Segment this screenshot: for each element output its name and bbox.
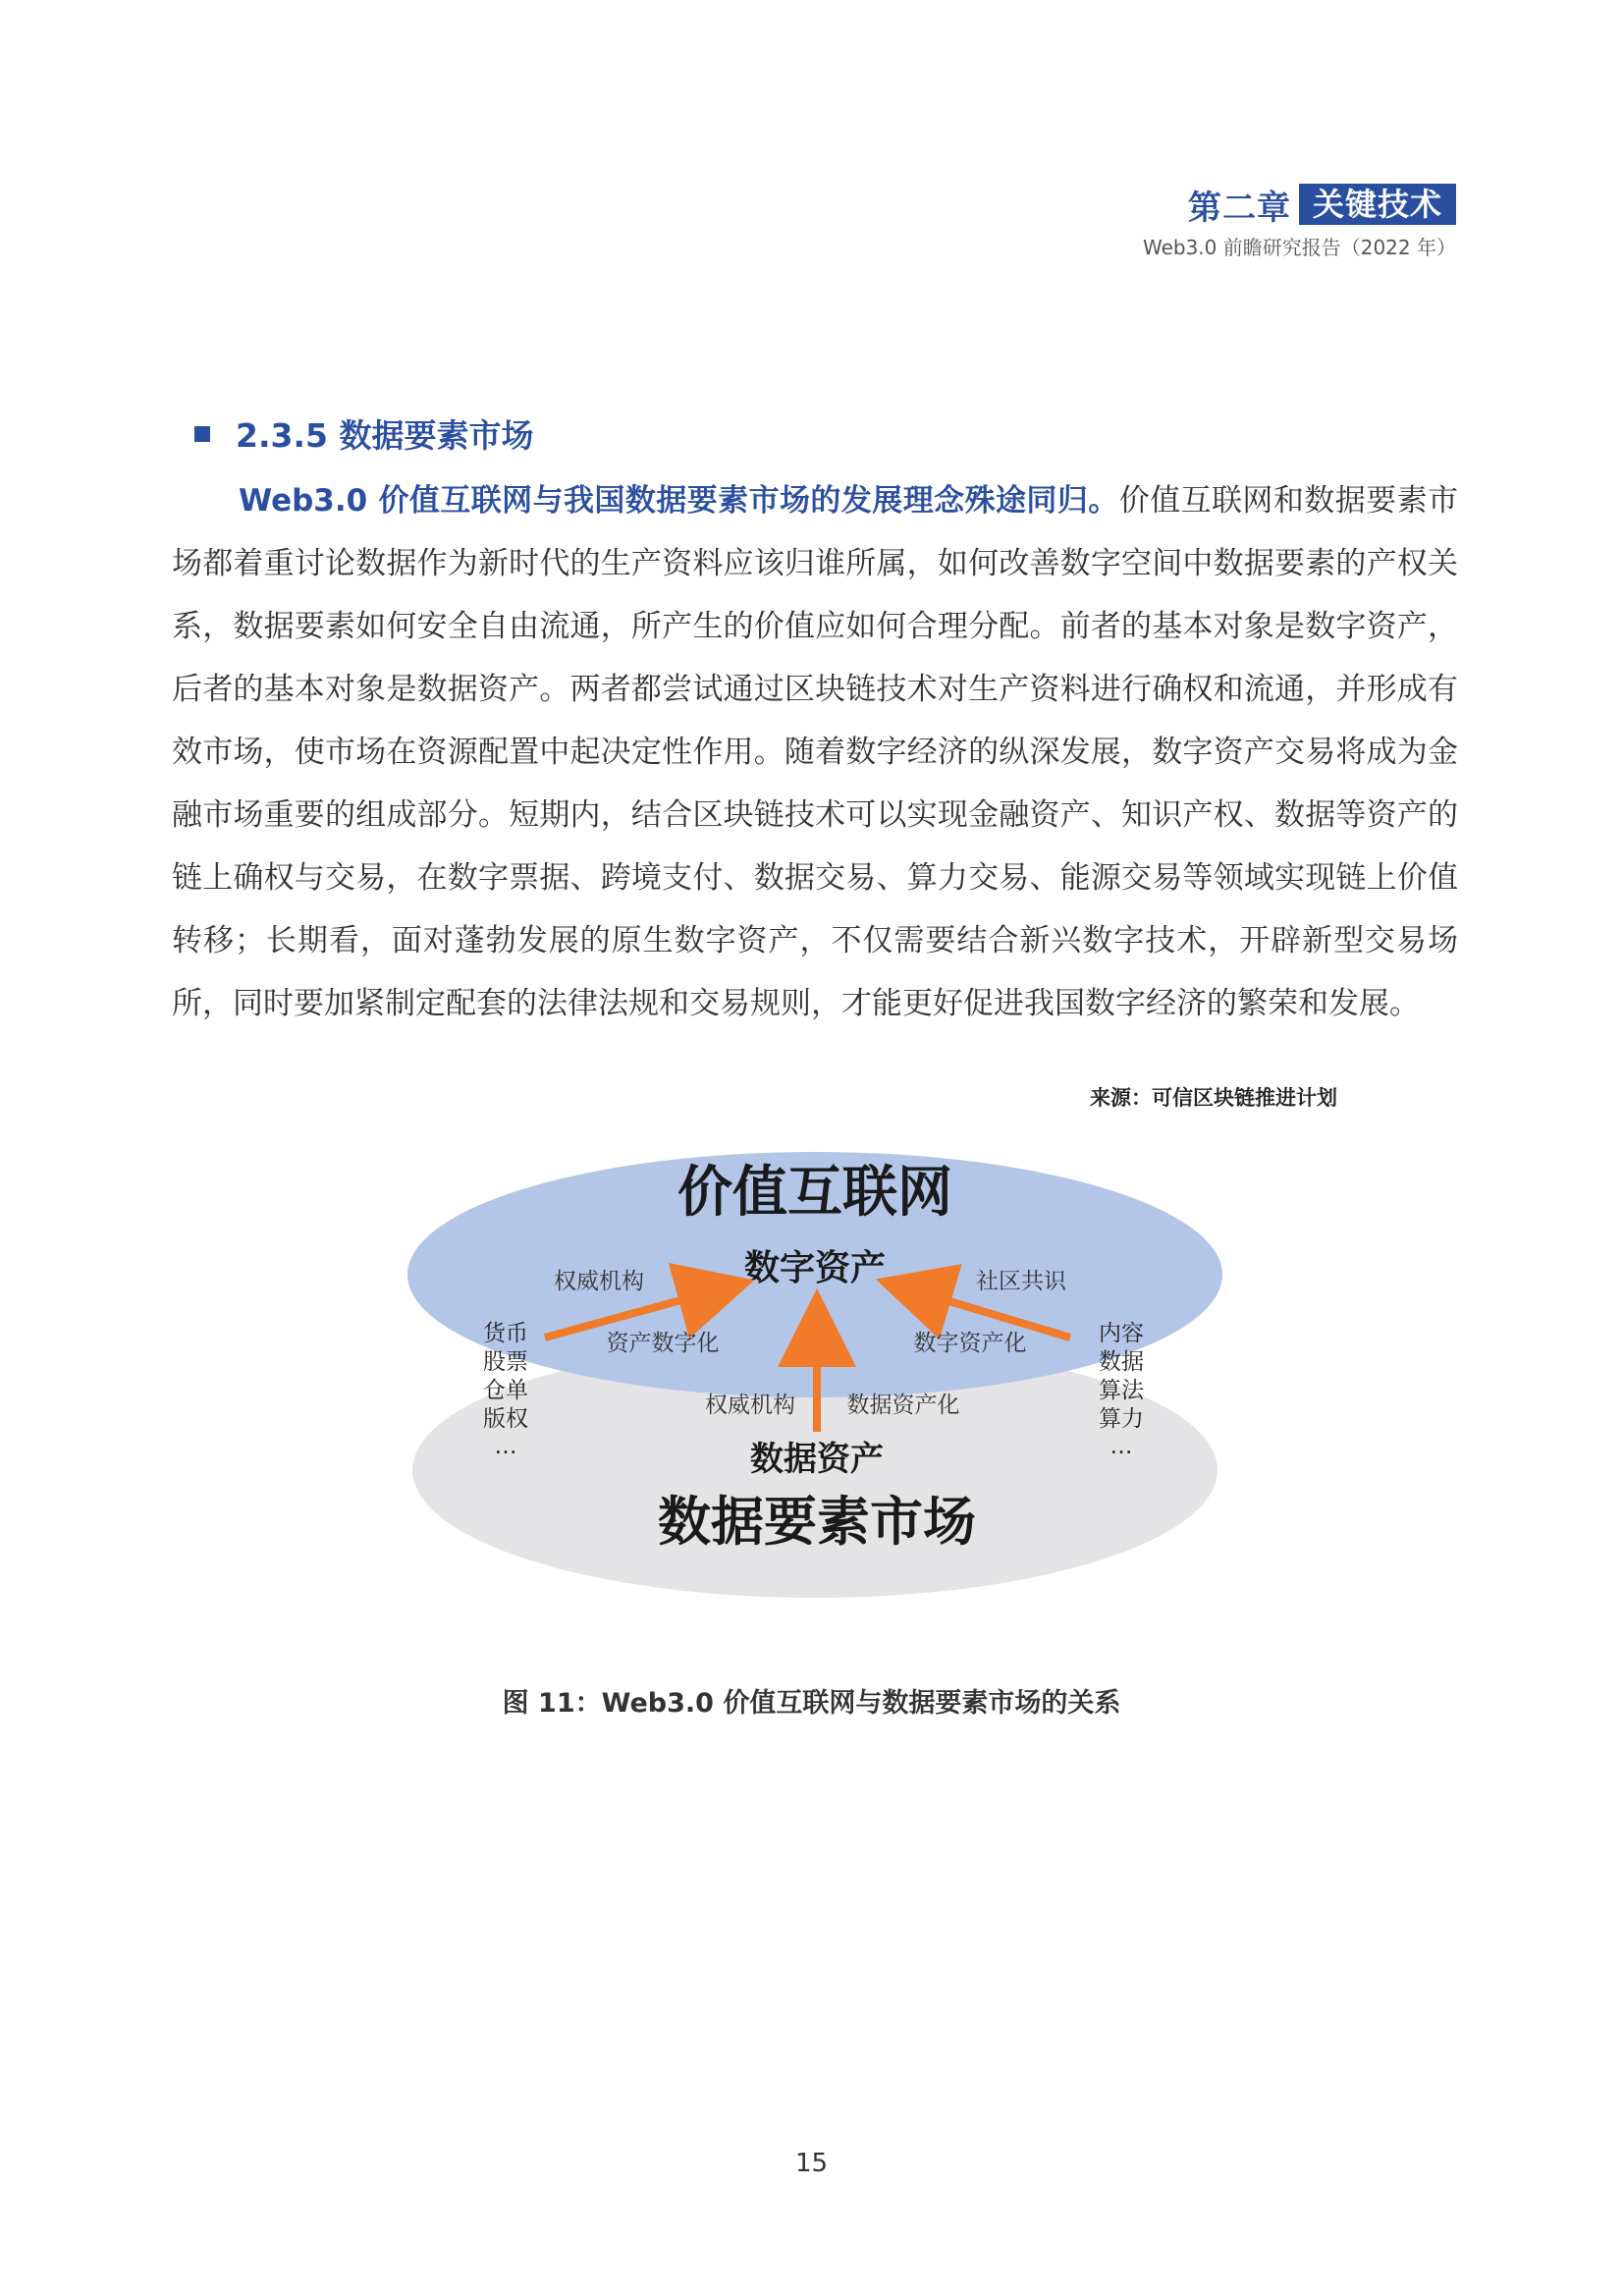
square-bullet-icon: [194, 426, 210, 442]
body-paragraph: [172, 469, 1458, 1035]
center-right-label: 数据资产化: [846, 1393, 960, 1418]
section-heading: [194, 410, 533, 457]
figure-diagram: [393, 1120, 1384, 1630]
left-list-item: 版权: [483, 1406, 528, 1432]
report-subtitle: Web3.0 前瞻研究报告（2022 年）: [1142, 236, 1456, 259]
left-list-item: 股票: [483, 1349, 528, 1375]
top-core-label: 数字资产: [743, 1248, 887, 1288]
left-list-item: …: [494, 1434, 517, 1459]
right-list-item: …: [1109, 1434, 1133, 1459]
left-list-item: 货币: [483, 1321, 528, 1346]
right-list-item: 内容: [1099, 1321, 1144, 1346]
left-lower-label: 资产数字化: [606, 1331, 720, 1356]
right-upper-label: 社区共识: [976, 1269, 1066, 1294]
section-title: 2.3.5 数据要素市场: [236, 416, 534, 455]
top-title: 价值互联网: [677, 1161, 952, 1225]
bottom-title: 数据要素市场: [658, 1491, 976, 1553]
right-list-item: 数据: [1099, 1349, 1144, 1375]
left-upper-label: 权威机构: [554, 1269, 644, 1294]
diagram-svg: [393, 1120, 1384, 1630]
page-header: [1122, 183, 1456, 260]
chapter-row: [1122, 183, 1456, 226]
bottom-core-label: 数据资产: [750, 1440, 884, 1479]
page-number: 15: [794, 2149, 829, 2178]
figure-source: 来源：可信区块链推进计划: [1090, 1086, 1337, 1110]
paragraph-lead: Web3.0 价值互联网与我国数据要素市场的发展理念殊途同归。: [239, 483, 1119, 519]
chapter-label: 第二章: [1187, 188, 1291, 228]
center-left-label: 权威机构: [705, 1393, 795, 1418]
right-list-item: 算法: [1099, 1378, 1144, 1403]
figure-caption: 图 11：Web3.0 价值互联网与数据要素市场的关系: [502, 1688, 1121, 1719]
right-lower-label: 数字资产化: [913, 1331, 1027, 1356]
left-list-item: 仓单: [483, 1378, 528, 1403]
right-list-item: 算力: [1099, 1406, 1144, 1432]
chapter-title: 关键技术: [1299, 184, 1456, 225]
paragraph-text: 价值互联网和数据要素市场都着重讨论数据作为新时代的生产资料应该归谁所属，如何改善数字空间中数据要素的产权关系，数据要素如何安全自由流通，所产生的价值应如何合理分配。前者的基本对象是数字资产，后者的基本对象是数据资产。两者都尝试通过区块链技术对生产资料进行确权和流通，并形成有效市场，使市场在资源配置中起决定性作用。随着数字经济的纵深发展，数字资产交易将成为金融市场重要的组成部分。短期内，结合区块链技术可以实现金融资产、知识产权、数据等资产的链上确权与交易，在数字票据、跨境支付、数据交易、算力交易、能源交易等领域实现链上价值转移；长期看，面对蓬勃发展的原生数字资产，不仅需要结合新兴数字技术，开辟新型交易场所，同时要加紧制定配套的法律法规和交易规则，才能更好促进我国数字经济的繁荣和发展。: [172, 483, 1458, 1021]
